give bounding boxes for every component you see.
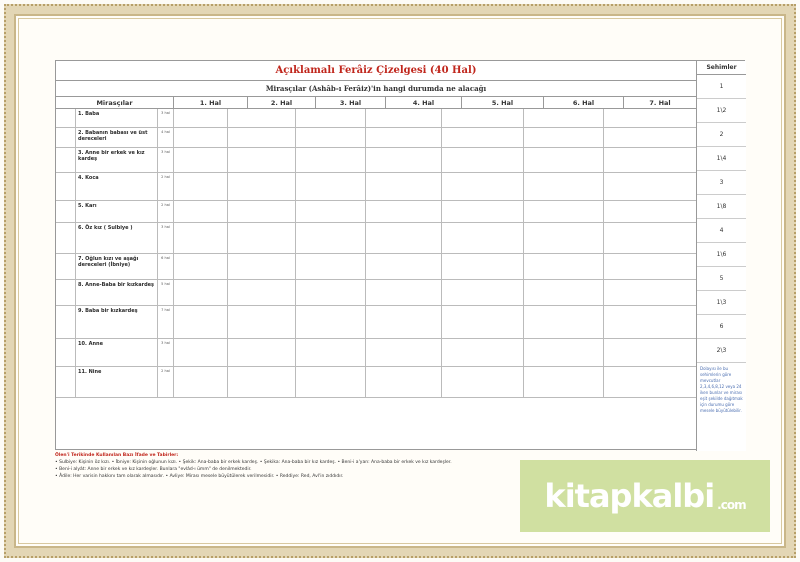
heir-case-count: 2 hal — [158, 173, 174, 200]
col-header: 1. Hal — [174, 97, 248, 108]
heir-case-count: 2 hal — [158, 367, 174, 397]
share-value: 2 — [697, 123, 746, 147]
case-cell — [604, 254, 676, 279]
table-row — [56, 173, 696, 201]
case-cell — [228, 148, 296, 172]
share-value: 1\6 — [697, 243, 746, 267]
share-value: 1\4 — [697, 147, 746, 171]
case-cell — [604, 128, 676, 147]
shares-note: Dolayısı ile bu sehimlerin göre mevcutlar 2,3,4,6,8,12 veya 24 iken bunlar ve mirası eşit şekilde dağıtmak için durumu göre mesele büyütülebilir. — [700, 366, 743, 413]
heir-case-count: 6 hal — [158, 254, 174, 279]
group-cell — [56, 254, 76, 279]
case-cell — [524, 109, 604, 127]
heir-case-count: 2 hal — [158, 201, 174, 222]
table-row — [56, 128, 696, 148]
case-cell — [604, 306, 676, 338]
case-cell — [228, 128, 296, 147]
heir-case-count: 3 hal — [158, 109, 174, 127]
case-cell — [442, 280, 524, 305]
page-subtitle: Mirasçılar (Ashâb-ı Ferâiz)'in hangi durumda ne alacağı — [56, 81, 696, 97]
case-cell — [366, 201, 442, 222]
share-value: 5 — [697, 267, 746, 291]
heirs-table — [56, 109, 696, 398]
case-cell — [442, 201, 524, 222]
group-cell — [56, 109, 76, 127]
group-cell — [56, 201, 76, 222]
case-cell — [366, 254, 442, 279]
case-cell — [228, 280, 296, 305]
case-cell — [174, 306, 228, 338]
col-header: 3. Hal — [316, 97, 386, 108]
heir-name: 10. Anne — [76, 339, 158, 366]
table-row — [56, 201, 696, 223]
case-cell — [442, 367, 524, 397]
case-cell — [604, 148, 676, 172]
case-cell — [524, 254, 604, 279]
group-cell — [56, 223, 76, 253]
case-cell — [296, 109, 366, 127]
case-cell — [228, 306, 296, 338]
footer-line: • Sulbiye: Kişinin öz kızı. • İbniye: Kişinin oğlunun kızı. • Şekik: Ana-baba bir erkek kardeş. • Şekika: Ana-baba bir kız kardeş. • Beni-i a'yan: Ana-baba bir erkek ve kız kardeşler. — [55, 460, 452, 465]
table-row — [56, 148, 696, 173]
case-cell — [366, 173, 442, 200]
table-row — [56, 339, 696, 367]
table-row — [56, 306, 696, 339]
table-header — [56, 97, 696, 109]
share-value: 1 — [697, 75, 746, 99]
heir-case-count: 4 hal — [158, 128, 174, 147]
heir-name: 4. Koca — [76, 173, 158, 200]
case-cell — [228, 254, 296, 279]
group-cell — [56, 339, 76, 366]
col-header: 2. Hal — [248, 97, 316, 108]
case-cell — [366, 148, 442, 172]
case-cell — [524, 148, 604, 172]
shares-header: Sehimler — [697, 61, 746, 75]
case-cell — [442, 306, 524, 338]
case-cell — [296, 223, 366, 253]
case-cell — [296, 173, 366, 200]
case-cell — [366, 223, 442, 253]
heir-name: 2. Babanın babası ve üst dereceleri — [76, 128, 158, 147]
case-cell — [524, 280, 604, 305]
case-cell — [366, 280, 442, 305]
share-value: 3 — [697, 171, 746, 195]
case-cell — [366, 339, 442, 366]
heir-name: 5. Karı — [76, 201, 158, 222]
col-header: Mirasçılar — [56, 97, 174, 108]
case-cell — [174, 339, 228, 366]
share-value: 1\3 — [697, 291, 746, 315]
case-cell — [228, 109, 296, 127]
case-cell — [366, 306, 442, 338]
case-cell — [442, 109, 524, 127]
case-cell — [174, 173, 228, 200]
case-cell — [442, 148, 524, 172]
heir-case-count: 3 hal — [158, 223, 174, 253]
case-cell — [604, 109, 676, 127]
heir-case-count: 5 hal — [158, 280, 174, 305]
case-cell — [296, 367, 366, 397]
case-cell — [174, 201, 228, 222]
case-cell — [228, 367, 296, 397]
case-cell — [174, 128, 228, 147]
col-header: 4. Hal — [386, 97, 462, 108]
page-title: Açıklamalı Ferâiz Çizelgesi (40 Hal) — [56, 61, 696, 81]
footer-heading: Ölen'i Terikinde Kullanılan Bazı İfade ve Tabirler: — [55, 453, 179, 458]
case-cell — [296, 128, 366, 147]
table-row — [56, 223, 696, 254]
group-cell — [56, 173, 76, 200]
table-row — [56, 254, 696, 280]
case-cell — [174, 254, 228, 279]
case-cell — [296, 148, 366, 172]
case-cell — [442, 173, 524, 200]
case-cell — [366, 367, 442, 397]
case-cell — [604, 201, 676, 222]
case-cell — [524, 223, 604, 253]
case-cell — [366, 128, 442, 147]
case-cell — [228, 173, 296, 200]
group-cell — [56, 306, 76, 338]
case-cell — [366, 109, 442, 127]
group-cell — [56, 148, 76, 172]
share-value: 2\3 — [697, 339, 746, 363]
share-value: 1\2 — [697, 99, 746, 123]
case-cell — [174, 148, 228, 172]
heir-case-count: 3 hal — [158, 339, 174, 366]
group-cell — [56, 128, 76, 147]
case-cell — [296, 254, 366, 279]
group-cell — [56, 367, 76, 397]
heir-name: 9. Baba bir kızkardeş — [76, 306, 158, 338]
case-cell — [174, 280, 228, 305]
case-cell — [524, 339, 604, 366]
case-cell — [524, 128, 604, 147]
case-cell — [442, 339, 524, 366]
case-cell — [524, 367, 604, 397]
table-row — [56, 280, 696, 306]
share-value: 1\8 — [697, 195, 746, 219]
heir-case-count: 3 hal — [158, 148, 174, 172]
case-cell — [296, 306, 366, 338]
case-cell — [228, 201, 296, 222]
col-header: 7. Hal — [649, 99, 671, 107]
footer-line: • Beni-i alyât: Anne bir erkek ve kız kardeşler. Bunlara "evlâd-ı ümm" de denilmektedir. — [55, 467, 252, 472]
case-cell — [174, 367, 228, 397]
case-cell — [442, 128, 524, 147]
table-row — [56, 367, 696, 398]
case-cell — [442, 254, 524, 279]
footer-line: • Âdile: Her varisin hakkını tam olarak almasıdır. • Avliye: Mirası mesele büyütülerek verilmesidir. • Reddiye: Red, Avl'in zıddıdır. — [55, 474, 344, 479]
case-cell — [604, 173, 676, 200]
col-header: 5. Hal — [462, 97, 544, 108]
heir-name: 7. Oğlun kızı ve aşağı dereceleri (İbniye) — [76, 254, 158, 279]
case-cell — [524, 173, 604, 200]
case-cell — [604, 367, 676, 397]
case-cell — [228, 223, 296, 253]
heir-name: 1. Baba — [76, 109, 158, 127]
share-value: 4 — [697, 219, 746, 243]
shares-column — [696, 61, 746, 451]
col-header: 6. Hal — [544, 97, 624, 108]
case-cell — [604, 280, 676, 305]
table-row — [56, 109, 696, 128]
heir-name: 8. Anne-Baba bir kızkardeş — [76, 280, 158, 305]
case-cell — [524, 306, 604, 338]
heir-name: 6. Öz kız ( Sulbiye ) — [76, 223, 158, 253]
case-cell — [524, 201, 604, 222]
case-cell — [604, 339, 676, 366]
case-cell — [228, 339, 296, 366]
watermark-logo — [520, 460, 770, 532]
case-cell — [296, 280, 366, 305]
watermark-text: kitapkalbi — [544, 477, 715, 515]
case-cell — [174, 109, 228, 127]
group-cell — [56, 280, 76, 305]
watermark-tld: .com — [717, 498, 746, 512]
heir-case-count: 7 hal — [158, 306, 174, 338]
share-value: 6 — [697, 315, 746, 339]
case-cell — [442, 223, 524, 253]
heir-name: 3. Anne bir erkek ve kız kardeş — [76, 148, 158, 172]
heir-name: 11. Nine — [76, 367, 158, 397]
chart-sheet — [55, 60, 745, 450]
case-cell — [296, 201, 366, 222]
case-cell — [604, 223, 676, 253]
case-cell — [174, 223, 228, 253]
case-cell — [296, 339, 366, 366]
